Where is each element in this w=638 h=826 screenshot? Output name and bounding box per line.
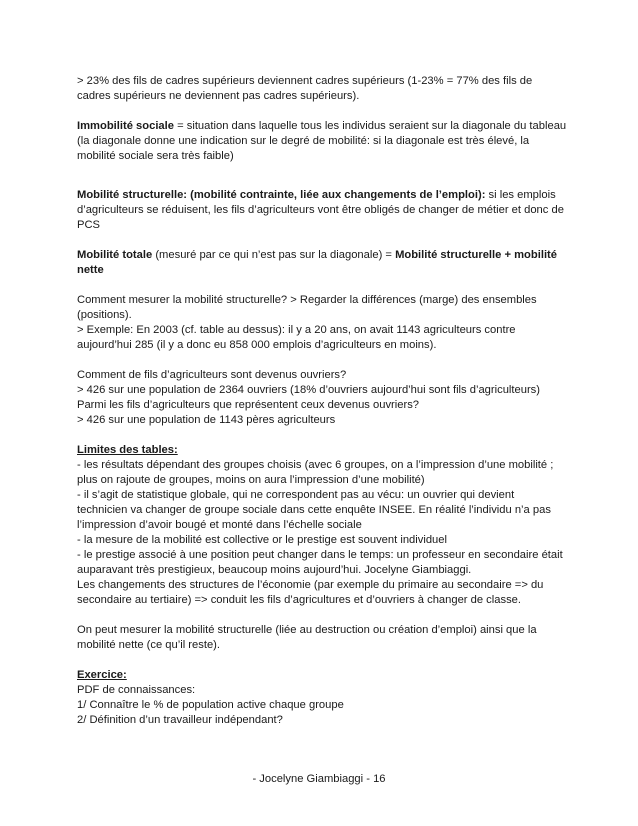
line-pdf-connaissances: PDF de connaissances:: [77, 684, 196, 696]
term-mobilite-structurelle: Mobilité structurelle: (mobilité contrainte, liée aux changements de l’emploi):: [77, 189, 486, 201]
limit-groupes-choisis: - les résultats dépendant des groupes choisis (avec 6 groupes, on a l’impression d’une mobilité ; plus on rajoute de groupes, moins on aura l’impression d’une mobilité): [77, 459, 554, 486]
line-reponse-ouvriers: > 426 sur une population de 2364 ouvriers (18% d’ouvriers aujourd’hui sont fils d’agriculteurs): [77, 384, 540, 396]
limit-statistique-globale: - il s’agit de statistique globale, qui ne correspondent pas au vécu: un ouvrier qui devient technicien va changer de groupe sociale dans cette enquête INSEE. En réalité l’individu n’a pas l’impression d’avoir bougé et monté dans l’échelle sociale: [77, 489, 551, 531]
term-mobilite-totale: Mobilité totale: [77, 249, 153, 261]
paragraph-mesurer-mobilite-nette: On peut mesurer la mobilité structurelle (liée au destruction ou création d’emploi) ainsi que la mobilité nette (ce qu’il reste).: [77, 624, 537, 651]
line-exercice-2: 2/ Définition d’un travailleur indépendant?: [77, 714, 283, 726]
limit-prestige: - le prestige associé à une position peut changer dans le temps: un professeur en secondaire était auparavant très prestigieux, beaucoup moins aujourd’hui. Jocelyne Giambiaggi.: [77, 549, 563, 576]
page-footer: - Jocelyne Giambiaggi - 16: [252, 773, 386, 785]
paragraph-mobilite-structurelle: Mobilité structurelle: (mobilité contrainte, liée aux changements de l’emploi): si les emplois d’agriculteurs se réduisent, les fils d’agriculteurs vont être obligés de changer de métier et donc de PCS: [77, 189, 564, 231]
line-exemple-2003: > Exemple: En 2003 (cf. table au dessus): il y a 20 ans, on avait 1143 agriculteurs contre aujourd’hui 285 (il y a donc eu 858 000 emplois d’agriculteurs en moins).: [77, 324, 516, 351]
line-question-fils-agriculteurs: Comment de fils d’agriculteurs sont devenus ouvriers?: [77, 369, 347, 381]
term-immobilite-sociale: Immobilité sociale: [77, 120, 174, 132]
line-reponse-peres: > 426 sur une population de 1143 pères agriculteurs: [77, 414, 336, 426]
paragraph-mobilite-totale: Mobilité totale (mesuré par ce qui n’est pas sur la diagonale) = Mobilité structurelle + mobilité nette: [77, 249, 557, 276]
paragraph-cadres-superieurs: > 23% des fils de cadres supérieurs deviennent cadres supérieurs (1-23% = 77% des fils de cadres supérieurs ne deviennent pas cadres supérieurs).: [77, 75, 533, 102]
heading-exercice: Exercice:: [77, 669, 127, 681]
line-exercice-1: 1/ Connaître le % de population active chaque groupe: [77, 699, 344, 711]
line-question-parmi: Parmi les fils d’agriculteurs que représentent ceux devenus ouvriers?: [77, 399, 420, 411]
line-changements-structures: Les changements des structures de l’économie (par exemple du primaire au secondaire => du secondaire au tertiaire) => conduit les fils d’agricultures et d’ouvriers à changer de classe.: [77, 579, 544, 606]
term-mobilite-structurelle-nette: Mobilité structurelle + mobilité nette: [77, 249, 557, 276]
paragraph-immobilite-sociale: Immobilité sociale = situation dans laquelle tous les individus seraient sur la diagonale du tableau (la diagonale donne une indication sur le degré de mobilité: si la diagonale est très élevé, la mobilité sociale sera très faible): [77, 120, 567, 162]
page-content: [77, 74, 567, 728]
heading-limites-des-tables: Limites des tables:: [77, 444, 178, 456]
line-mesurer-mobilite: Comment mesurer la mobilité structurelle? > Regarder la différences (marge) des ensembles (positions).: [77, 294, 537, 321]
limit-mesure-collective: - la mesure de la mobilité est collective or le prestige est souvent individuel: [77, 534, 447, 546]
